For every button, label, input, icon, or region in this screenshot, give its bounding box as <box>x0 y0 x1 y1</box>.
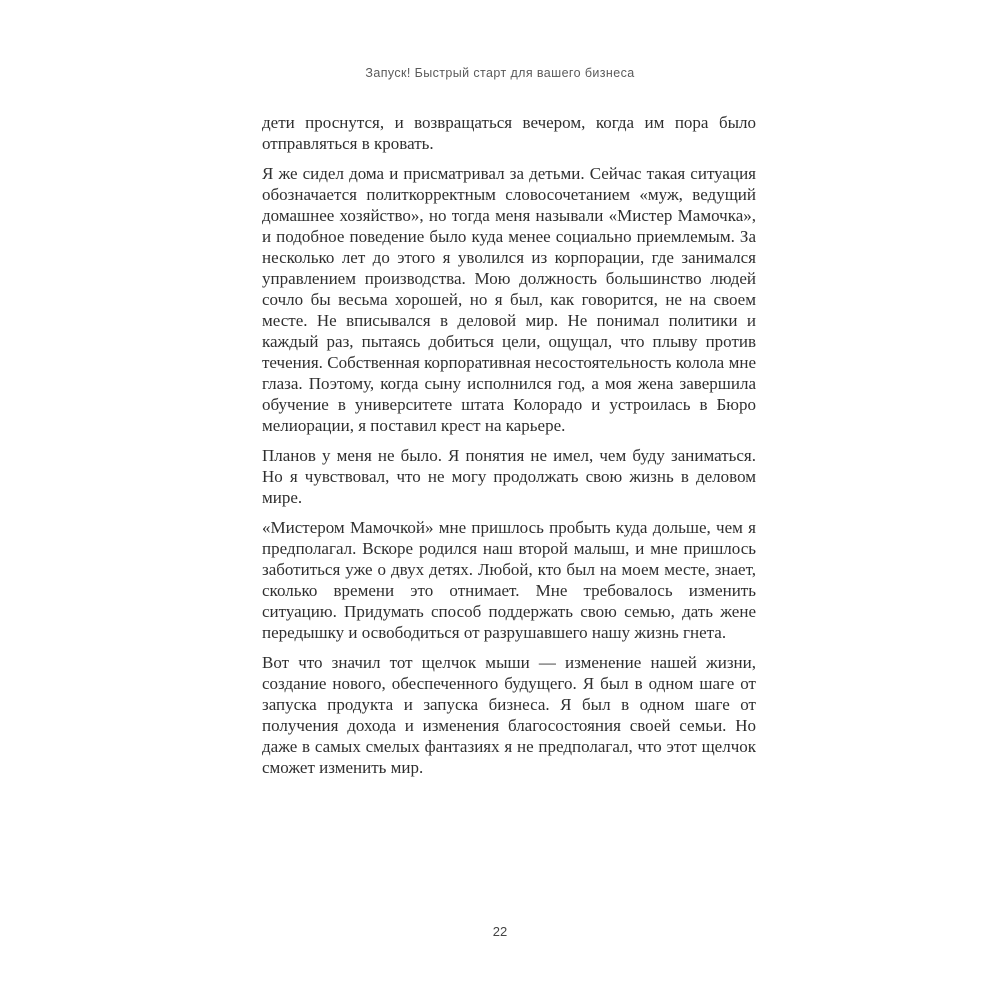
page-number: 22 <box>492 924 508 939</box>
paragraph: Я же сидел дома и присматривал за детьми. Сейчас такая ситуация обозначается политкорректным словосочетанием «муж, ведущий домашнее хозяйство», но тогда меня называли «Мистер Мамочка», и подобное поведение было куда менее социально приемлемым. За несколько лет до этого я уволился из корпорации, где занимался управлением производства. Мою должность большинство людей сочло бы весьма хорошей, но я был, как говорится, не на своем месте. Не вписывался в деловой мир. Не понимал политики и каждый раз, пытаясь добиться цели, ощущал, что плыву против течения. Собственная корпоративная несостоятельность колола мне глаза. Поэтому, когда сыну исполнился год, а моя жена завершила обучение в университете штата Колорадо и устроилась в Бюро мелиорации, я поставил крест на карьере. <box>262 164 756 435</box>
text-block <box>262 112 756 787</box>
running-header: Запуск! Быстрый старт для вашего бизнеса <box>365 66 635 80</box>
paragraph: «Мистером Мамочкой» мне пришлось пробыть куда дольше, чем я предполагал. Вскоре родился наш второй малыш, и мне пришлось заботиться уже о двух детях. Любой, кто был на моем месте, знает, сколько времени это отнимает. Мне требовалось изменить ситуацию. Придумать способ поддержать свою семью, дать жене передышку и освободиться от разрушавшего нашу жизнь гнета. <box>262 518 756 642</box>
paragraph: Вот что значил тот щелчок мыши — изменение нашей жизни, создание нового, обеспеченного будущего. Я был в одном шаге от запуска продукта и запуска бизнеса. Я был в одном шаге от получения дохода и изменения благосостояния своей семьи. Но даже в самых смелых фантазиях я не предполагал, что этот щелчок сможет изменить мир. <box>262 653 756 777</box>
paragraph: дети проснутся, и возвращаться вечером, когда им пора было отправляться в кровать. <box>262 113 756 153</box>
paragraph: Планов у меня не было. Я понятия не имел, чем буду заниматься. Но я чувствовал, что не могу продолжать свою жизнь в деловом мире. <box>262 446 756 507</box>
